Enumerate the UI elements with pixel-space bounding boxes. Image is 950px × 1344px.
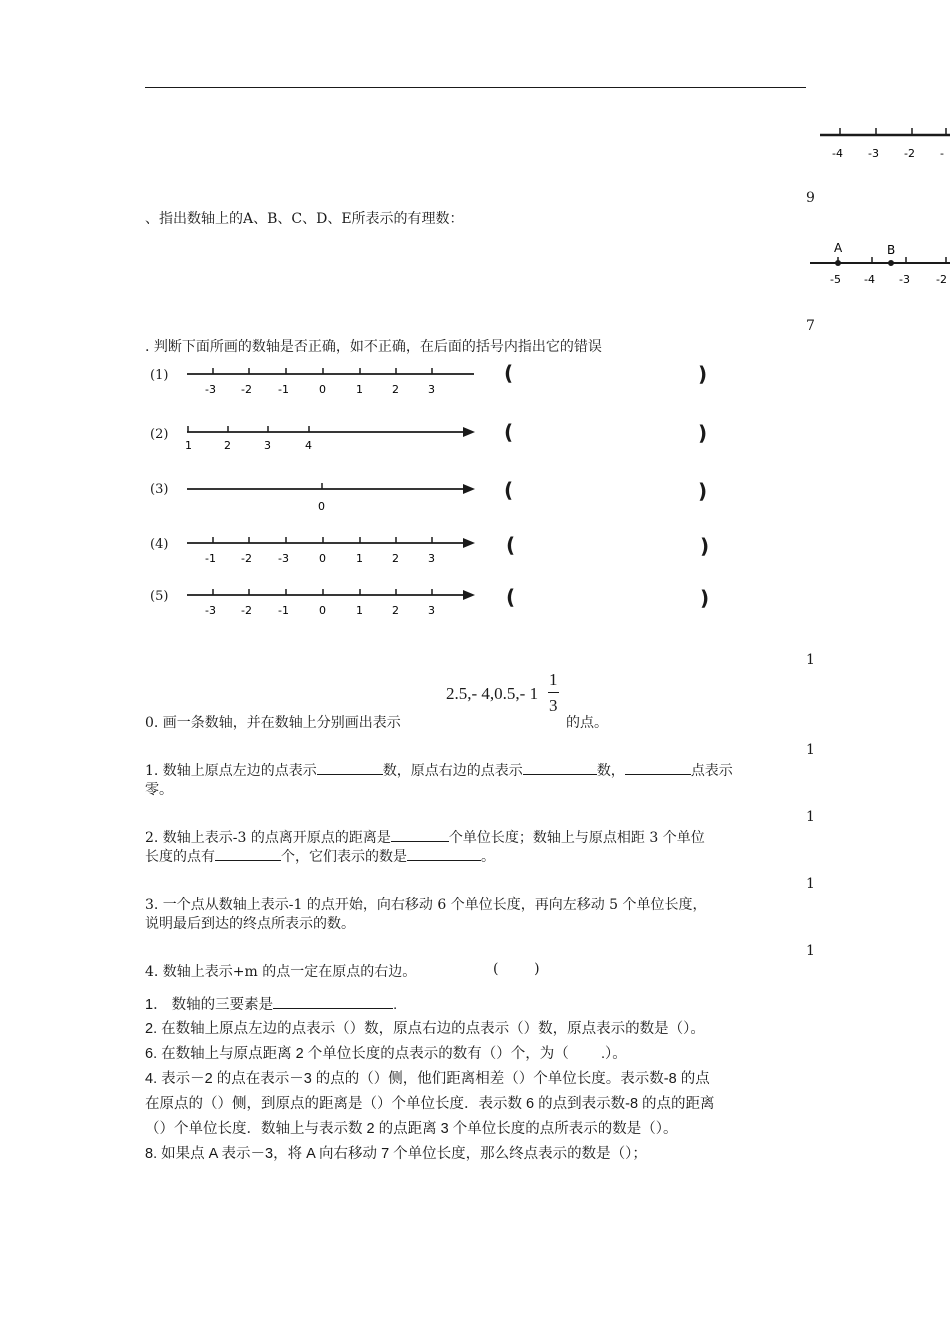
- answer-close-paren: ): [700, 534, 710, 558]
- q11-line1: [145, 760, 733, 780]
- question-judge: . 判断下面所画的数轴是否正确，如不正确，在后面的括号内指出它的错误: [145, 339, 602, 355]
- list-item-6: 6. 在数轴上与原点距离 2 个单位长度的点表示的数有（）个，为（ .）。: [145, 1046, 627, 1062]
- answer-close-paren: ): [700, 586, 710, 610]
- q12-blank-1[interactable]: [391, 829, 449, 842]
- q10-fraction-numerator: 1: [549, 670, 558, 689]
- q12-text-d: 个，它们表示的数是: [281, 849, 407, 865]
- tick-label: 4: [305, 439, 312, 452]
- q12-line2: [145, 846, 495, 866]
- tick-label: -5: [830, 273, 841, 286]
- tick-label: -1: [278, 604, 289, 617]
- list-item-1-end: .: [393, 997, 398, 1013]
- tick-label: -1: [278, 383, 289, 396]
- list-item-4-line2: 在原点的（）侧，到原点的距离是（）个单位长度．表示数 6 的点到表示数-8 的点的距离: [145, 1096, 715, 1112]
- axis-4-label: (4): [150, 537, 169, 552]
- tick-label: 0: [319, 383, 326, 396]
- answer-close-paren: ): [698, 421, 708, 445]
- axis-5-label: (5): [150, 589, 169, 604]
- q11-blank-1[interactable]: [317, 762, 383, 775]
- q11-text-d: 点表示: [690, 763, 733, 779]
- q13-line1: 3. 一个点从数轴上表示-1 的点开始，向右移动 6 个单位长度，再向左移动 5 个单位长度，: [145, 897, 707, 913]
- tick-label: 3: [428, 383, 435, 396]
- tick-label: -3: [899, 273, 910, 286]
- q11-blank-2[interactable]: [523, 762, 597, 775]
- tick-label: -2: [904, 147, 915, 160]
- top-number-line: [820, 125, 950, 165]
- tick-label: -2: [241, 383, 252, 396]
- margin-number: 1: [806, 652, 815, 668]
- tick-label: 0: [319, 604, 326, 617]
- answer-open-paren: (: [506, 533, 516, 557]
- list-item-2: 2. 在数轴上原点左边的点表示（）数，原点右边的点表示（）数，原点表示的数是（）。: [145, 1021, 705, 1037]
- tick-label: -: [940, 147, 944, 160]
- q11-text-a: 1. 数轴上原点左边的点表示: [145, 763, 317, 779]
- tick-label: -3: [868, 147, 879, 160]
- tick-label: 1: [356, 383, 363, 396]
- axis-5: [185, 586, 480, 620]
- tick-label: 3: [428, 604, 435, 617]
- tick-label: 1: [356, 604, 363, 617]
- axis-4: [185, 534, 480, 568]
- axis-2-label: (2): [150, 427, 169, 442]
- list-item-1-text: 1． 数轴的三要素是: [145, 997, 274, 1013]
- axis-1-label: (1): [150, 368, 169, 383]
- q12-blank-3[interactable]: [407, 848, 481, 861]
- tick-label: 2: [392, 383, 399, 396]
- tick-label: -1: [205, 552, 216, 565]
- answer-close-paren: ): [698, 479, 708, 503]
- q14-paren: ( ): [493, 961, 540, 977]
- q10-fraction-denominator: 3: [549, 696, 558, 715]
- tick-label: -4: [864, 273, 875, 286]
- list-item-8: 8. 如果点 A 表示－3，将 A 向右移动 7 个单位长度，那么终点表示的数是（）；: [145, 1146, 647, 1162]
- point-a: [835, 260, 841, 266]
- tick-label: 1: [185, 439, 192, 452]
- margin-number: 1: [806, 943, 815, 959]
- q12-text-b: 个单位长度；数轴上与原点相距 3 个单位: [448, 830, 705, 846]
- tick-label: 0: [319, 552, 326, 565]
- q12-text-a: 2. 数轴上表示-3 的点离开原点的距离是: [145, 830, 391, 846]
- axis-1: [185, 365, 480, 397]
- tick-label: -4: [832, 147, 843, 160]
- point-label-b: B: [887, 243, 896, 257]
- header-rule: [145, 87, 806, 88]
- q10-formula-numbers: 2.5,- 4,0.5,- 1: [446, 684, 539, 703]
- q10-prefix: 0. 画一条数轴，并在数轴上分别画出表示: [145, 715, 401, 731]
- margin-number: 7: [806, 318, 815, 334]
- list-item-4-line3: （）个单位长度．数轴上与表示数 2 的点距离 3 个单位长度的点所表示的数是（）。: [145, 1121, 678, 1137]
- q12-line1: [145, 827, 705, 847]
- tick-label: -2: [241, 552, 252, 565]
- q14-text: 4. 数轴上表示+m 的点一定在原点的右边。: [145, 964, 417, 980]
- point-label-a: A: [834, 241, 843, 255]
- tick-label: 0: [318, 500, 325, 513]
- tick-label: -3: [278, 552, 289, 565]
- answer-open-paren: (: [504, 478, 514, 502]
- q11-blank-3[interactable]: [625, 762, 691, 775]
- tick-label: 2: [224, 439, 231, 452]
- q11-line2: 零。: [145, 782, 173, 798]
- tick-label: 3: [428, 552, 435, 565]
- axis-3-label: (3): [150, 482, 169, 497]
- answer-close-paren: ): [698, 362, 708, 386]
- list-item-1: [145, 993, 397, 1014]
- margin-number: 1: [806, 742, 815, 758]
- answer-open-paren: (: [504, 361, 514, 385]
- points-number-line: [810, 238, 950, 292]
- tick-label: 2: [392, 552, 399, 565]
- tick-label: -3: [205, 604, 216, 617]
- point-b: [888, 260, 894, 266]
- tick-label: -2: [936, 273, 947, 286]
- q12-blank-2[interactable]: [215, 848, 281, 861]
- axis-2: [185, 422, 480, 454]
- answer-open-paren: (: [504, 420, 514, 444]
- q13-line2: 说明最后到达的终点所表示的数。: [145, 916, 355, 932]
- list-item-1-blank[interactable]: [273, 996, 393, 1009]
- tick-label: 3: [264, 439, 271, 452]
- list-item-4-line1: 4. 表示－2 的点在表示－3 的点的（）侧，他们距离相差（）个单位长度。表示数-8 的点: [145, 1071, 710, 1087]
- tick-label: 1: [356, 552, 363, 565]
- q12-text-e: 。: [481, 849, 495, 865]
- margin-number: 9: [806, 190, 815, 206]
- q12-text-c: 长度的点有: [145, 849, 215, 865]
- tick-label: 2: [392, 604, 399, 617]
- q10-fraction-bar: [548, 692, 559, 693]
- margin-number: 1: [806, 876, 815, 892]
- tick-label: -2: [241, 604, 252, 617]
- margin-number: 1: [806, 809, 815, 825]
- q10-suffix: 的点。: [566, 715, 608, 731]
- axis-3: [185, 480, 480, 516]
- q11-text-b: 数，原点右边的点表示: [382, 763, 523, 779]
- answer-open-paren: (: [506, 585, 516, 609]
- q11-text-c: 数，: [596, 763, 625, 779]
- question-points: 、指出数轴上的A、B、C、D、E所表示的有理数：: [145, 211, 464, 227]
- tick-label: -3: [205, 383, 216, 396]
